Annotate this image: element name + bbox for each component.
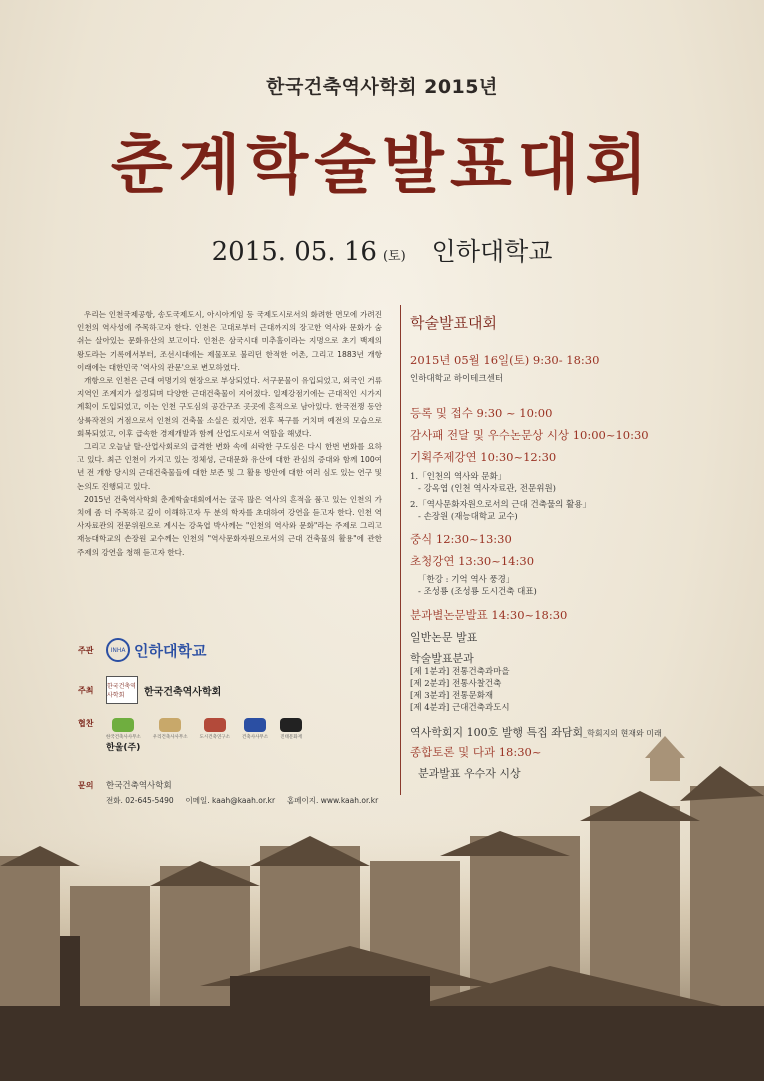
inha-logo-icon: INHA — [106, 638, 130, 662]
panel-item: [제 2분과] 전통사찰건축 — [410, 679, 502, 689]
special-main: 역사학회지 100호 발행 특집 좌담회 — [410, 726, 584, 739]
keynote-2-title: 2.「역사문화자원으로서의 근대 건축물의 활용」 — [410, 500, 592, 510]
schedule-place: 인하대학교 하이테크센터 — [410, 374, 504, 384]
supporter-mark-icon — [244, 718, 266, 732]
panel-item: [제 4분과] 근대건축과도시 — [410, 703, 510, 713]
schedule-heading: 학술발표대회 — [410, 314, 497, 332]
keynote-1-title: 1.「인천의 역사와 문화」 — [410, 472, 507, 482]
kaah-logo-icon: 한국건축역사학회 — [106, 676, 138, 704]
keynote-2-speaker: - 손장원 (재능대학교 교수) — [418, 512, 518, 522]
support-label: 협찬 — [78, 719, 94, 728]
schedule-academic: 학술발표분과 — [410, 652, 474, 665]
supporter-name: 건축사사무소 — [242, 735, 269, 740]
schedule-award: 감사패 전달 및 우수논문상 시상 10:00~10:30 — [410, 428, 649, 442]
historic-photo — [0, 736, 764, 1081]
supporter-name: 진태문화재 — [280, 735, 302, 740]
contact-name: 한국건축역사학회 — [106, 781, 172, 791]
invited-speaker: - 조성룡 (조성룡 도시건축 대표) — [418, 587, 537, 597]
schedule-sessions: 분과별논문발표 14:30~18:30 — [410, 608, 568, 622]
supporter-name: 우리건축사사무소 — [152, 735, 188, 740]
schedule-general: 일반논문 발표 — [410, 631, 478, 644]
contact-label: 문의 — [78, 781, 94, 790]
old-incheon-photo — [0, 736, 764, 1081]
event-title: 춘계학술발표대회 — [110, 128, 654, 203]
intro-text — [77, 308, 382, 559]
supporter-mark-icon — [112, 718, 134, 732]
contact-email: 이메일. kaah@kaah.or.kr — [185, 796, 276, 805]
supporter-name: 한국건축사사무소 — [106, 735, 141, 740]
event-venue: 인하대학교 — [431, 237, 553, 266]
host-row — [78, 638, 206, 662]
schedule-registration: 등록 및 접수 9:30 ~ 10:00 — [410, 406, 553, 420]
intro-paragraph: 그리고 오늘날 탈-산업사회로의 급격한 변화 속에 쇠락한 구도심은 다시 한번 변화를 요하고 있다. 최근 인천이 가지고 있는 정체성, 근대문화 유산에 대한 관심의 증대와 함께 100여년 전 개항 당시의 근대건축물들에 대한 보존 및 그 활용 방안에 대한 여러 심도 있는 연구 및 논의도 진행되고 있다. — [77, 442, 382, 491]
contact-web: 홈페이지. www.kaah.or.kr — [286, 796, 379, 805]
schedule-closing: 종합토론 및 다과 18:30~ — [410, 745, 542, 759]
intro-paragraph: 2015년 건축역사학회 춘계학술대회에서는 굴곡 많은 역사의 흔적을 품고 있는 인천의 가치에 좀 더 주목하고 깊이 이해하고자 두 분의 학자를 초대하여 강연을 듣고자 한다. 인천 역사자료관의 전문위원으로 계시는 강옥엽 박사께는 "인천의 역사와 문화"라는 주제로 그리고 재능대학교의 손장원 교수께는 인천의 "역사문화자원으로서의 근대 건축물의 활용"에 관한 주제의 강연을 청해 듣고자 한다. — [77, 494, 382, 557]
panel-item: [제 1분과] 전통건축과마을 — [410, 667, 510, 677]
organizer-label: 주최 — [78, 685, 94, 695]
supporter-mark-icon — [280, 718, 302, 732]
panel-item: [제 3분과] 전통문화재 — [410, 691, 494, 701]
invited-title: 「한강 : 기억 역사 풍경」 — [418, 575, 515, 585]
column-divider — [400, 305, 401, 795]
intro-paragraph: 우리는 인천국제공항, 송도국제도시, 아시아게임 등 국제도시로서의 화려한 면모에 가려진 인천의 역사성에 주목하고자 한다. 인천은 고대로부터 근대까지의 장고한 역사와 문화가 숨쉬는 살아있는 문화유산의 보고이다. 인천은 삼국시대 미추홀이라는 지명으로 초기 백제의 왕도라는 기록에서부터, 조선시대에는 제물포로 불리던 한적한 어촌, 그리고 1883년 개항 이래에는 대한민국 '역사의 관문'으로 변모하였다. — [77, 310, 382, 372]
schedule-lunch: 중식 12:30~13:30 — [410, 532, 512, 546]
event-weekday: (토) — [382, 249, 406, 264]
supporter-mark-icon — [204, 718, 226, 732]
schedule-keynote: 기획주제강연 10:30~12:30 — [410, 450, 557, 464]
schedule-datetime: 2015년 05월 16일(토) 9:30- 18:30 — [410, 353, 600, 367]
host-label: 주관 — [78, 645, 94, 655]
schedule-awards: 분과발표 우수자 시상 — [418, 767, 521, 780]
supporter-mark-icon — [159, 718, 181, 732]
contact-phone: 전화. 02-645-5490 — [106, 796, 174, 805]
supporter-name: 한울(주) — [106, 743, 141, 753]
keynote-1-speaker: - 강옥엽 (인천 역사자료관, 전문위원) — [418, 484, 556, 494]
host-name: 인하대학교 — [134, 641, 207, 660]
organizer-row — [78, 676, 221, 704]
date-line — [0, 232, 764, 268]
event-date: 2015. 05. 16 — [211, 237, 377, 267]
organizer-name: 한국건축역사학회 — [144, 686, 222, 698]
special-sub: _학회지의 현재와 미래 — [583, 729, 662, 738]
schedule-invited: 초청강연 13:30~14:30 — [410, 554, 535, 568]
supporter-name: 도시건축연구소 — [199, 735, 230, 740]
organization-title: 한국건축역사학회 2015년 — [266, 76, 498, 98]
intro-paragraph: 개항으로 인천은 근대 여명기의 현장으로 부상되었다. 서구문물이 유입되었고, 외국인 거류지역인 조계지가 설정되며 다양한 근대건축물이 지어졌다. 일제강점기에는 근대적인 시가지 계획이 도입되었고, 이는 인천 구도심의 공간구조 곳곳에 흔적으로 남아있다. 한국전쟁 동안 상륙작전의 거점으로서 인천의 건축물 소실은 컸지만, 전후 복구를 거치며 예전의 모습으로 회복되었고, 이후 급속한 경제개발과 함께 산업도시로서 역할을 해냈다. — [77, 376, 382, 438]
